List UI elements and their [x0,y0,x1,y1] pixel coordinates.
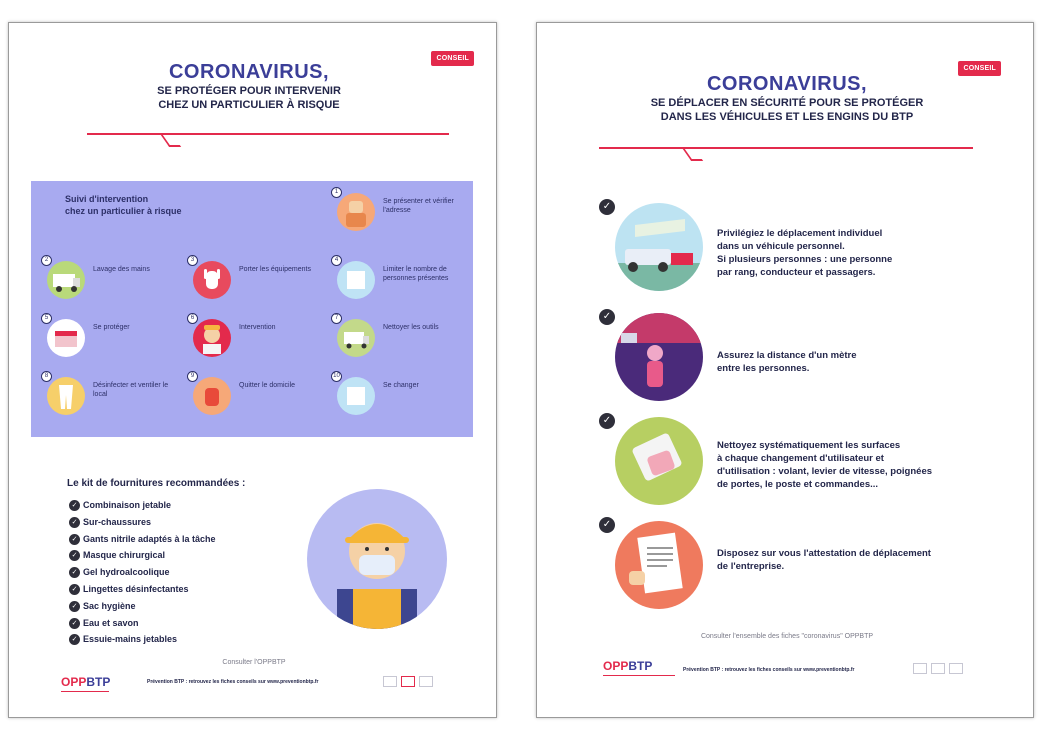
kit-item-label: Nettoyer les outils [383,324,439,331]
kit-list [69,497,216,648]
tool-icon [337,261,375,299]
step-text-line: dans un véhicule personnel. [717,241,845,252]
left-poster [8,22,497,718]
calendar-icon [47,319,85,357]
advice-step-3 [599,413,999,503]
list-item-text: Sac hygiène [83,600,136,611]
step-text-line: Privilégiez le déplacement individuel [717,228,883,239]
step-text-line: Si plusieurs personnes : une personne [717,254,893,265]
check-icon: ✓ [69,534,80,545]
check-icon: ✓ [69,601,80,612]
check-icon: ✓ [69,634,80,645]
partner-logo [949,663,963,674]
fine-print: Prévention BTP : retrouvez les fiches conseils sur www.preventionbtp.fr [683,667,855,673]
step-text-line: à chaque changement d'utilisateur et [717,453,884,464]
kit-item-number: 7 [331,313,342,324]
title-sub-1: SE DÉPLACER EN SÉCURITÉ POUR SE PROTÉGER [650,97,924,109]
panel-heading-line-1: Suivi d'intervention [65,194,149,204]
kit-item-number: 9 [187,371,198,382]
list-item-text: Masque chirurgical [83,550,166,561]
list-item [69,598,216,615]
logo-btp: BTP [628,659,653,673]
kit-item-1 [331,187,471,237]
kit-item-4 [331,255,471,305]
fine-print: Prévention BTP : retrouvez les fiches conseils sur www.preventionbtp.fr [147,679,319,685]
kit-item-label: Limiter le nombre de personnes présentes [383,266,449,282]
person-icon [337,193,375,231]
step-text [717,349,997,375]
oppbtp-logo [61,675,110,689]
list-item-text: Essuie-mains jetables [83,634,178,645]
step-text-line: d'utilisation : volant, levier de vitesse, poignées [717,466,933,477]
kit-item-number: 10 [331,371,342,382]
step-text-line: par rang, conducteur et passagers. [717,267,876,278]
advice-step-4 [599,517,999,607]
kit-item-6 [187,313,327,363]
check-icon: ✓ [69,584,80,595]
list-item-text: Eau et savon [83,617,139,628]
intervention-steps-panel [31,181,473,437]
kit-item-label: Se protéger [93,324,130,331]
kit-item-3 [187,255,327,305]
list-item [69,615,216,632]
right-poster [536,22,1034,718]
kit-item-7 [331,313,471,363]
check-icon: ✓ [69,567,80,578]
kit-item-number: 2 [41,255,52,266]
check-icon: ✓ [599,413,615,429]
conseil-badge: CONSEIL [958,61,1001,76]
panel-heading-line-2: chez un particulier à risque [65,206,182,216]
panel-heading [65,193,182,217]
van-icon [47,261,85,299]
step-text [717,547,997,573]
speech-bubble-tail [161,135,181,147]
logo-btp: BTP [86,675,111,689]
kit-item-label: Se changer [383,382,419,389]
speech-bubble-tail [683,149,703,161]
list-item-text: Lingettes désinfectantes [83,583,189,594]
box-icon [337,377,375,415]
poster-title [69,61,429,112]
partner-logo [383,676,397,687]
check-icon: ✓ [599,199,615,215]
kit-item-number: 4 [331,255,342,266]
kit-item-label: Quitter le domicile [239,382,296,389]
kit-item-label: Porter les équipements [239,266,311,273]
check-icon: ✓ [599,517,615,533]
kit-item-9 [187,371,327,421]
step-text-line: entre les personnes. [717,363,810,374]
kit-item-number: 5 [41,313,52,324]
kit-item-number: 8 [41,371,52,382]
footer-note: Consulter l'ensemble des fiches "coronavirus" OPPBTP [700,633,874,640]
advice-step-2 [599,309,999,399]
logo-opp: OPP [61,675,87,689]
step-text [717,227,997,279]
kit-item-label: Intervention [239,324,276,331]
step-text-line: de l'entreprise. [717,561,785,572]
logo-underline [61,691,109,692]
distance-illustration [615,313,703,401]
advice-step-1 [599,199,999,289]
truck-icon [337,319,375,357]
list-item-text: Gants nitrile adaptés à la tâche [83,533,216,544]
title-main: CORONAVIRUS, [706,73,868,95]
footer-note: Consulter l'OPPBTP [222,659,286,666]
oppbtp-logo [603,659,652,673]
kit-item-number: 6 [187,313,198,324]
bag-icon [193,377,231,415]
kit-item-number: 1 [331,187,342,198]
step-text-line: de portes, le poste et commandes... [717,479,879,490]
masked-worker-illustration [307,489,447,629]
title-sub-2: CHEZ UN PARTICULIER À RISQUE [158,99,340,111]
list-item [69,531,216,548]
check-icon: ✓ [69,618,80,629]
pants-icon [47,377,85,415]
list-item-text: Combinaison jetable [83,500,172,510]
hand-icon [193,261,231,299]
list-item-text: Sur-chaussures [83,516,152,527]
list-item-text: Gel hydroalcoolique [83,567,170,578]
worker-icon [193,319,231,357]
cleaning-illustration [615,417,703,505]
kit-item-5 [41,313,181,363]
step-text [717,439,997,491]
list-item [69,581,216,598]
partner-logo [401,676,415,687]
check-icon: ✓ [69,550,80,561]
kit-item-10 [331,371,471,421]
title-main: CORONAVIRUS, [168,61,330,83]
list-item [69,497,216,514]
speech-bubble-line [599,147,973,149]
kit-item-8 [41,371,181,421]
kit-item-label: Lavage des mains [93,266,150,273]
car-traffic-illustration [615,203,703,291]
kit-item-number: 3 [187,255,198,266]
document-illustration [615,521,703,609]
list-item [69,564,216,581]
partner-logo [931,663,945,674]
kit-item-label: Se présenter et vérifier l'adresse [383,198,454,214]
conseil-badge: CONSEIL [431,51,474,66]
step-text-line: Disposez sur vous l'attestation de déplacement [717,548,931,559]
partner-logo [913,663,927,674]
check-icon: ✓ [69,517,80,528]
kit-list-title: Le kit de fournitures recommandées : [67,478,246,489]
logo-opp: OPP [603,659,629,673]
kit-item-label: Désinfecter et ventiler le local [93,382,169,398]
check-icon: ✓ [69,500,80,511]
list-item [69,514,216,531]
partner-logo [419,676,433,687]
check-icon: ✓ [599,309,615,325]
speech-bubble-line [87,133,449,135]
title-sub-1: SE PROTÉGER POUR INTERVENIR [157,85,341,97]
title-sub-2: DANS LES VÉHICULES ET LES ENGINS DU BTP [660,111,914,123]
step-text-line: Assurez la distance d'un mètre [717,350,857,361]
step-text-line: Nettoyez systématiquement les surfaces [717,440,901,451]
list-item [69,631,216,648]
poster-title [577,73,997,124]
logo-underline [603,675,675,676]
list-item [69,547,216,564]
kit-item-2 [41,255,181,305]
